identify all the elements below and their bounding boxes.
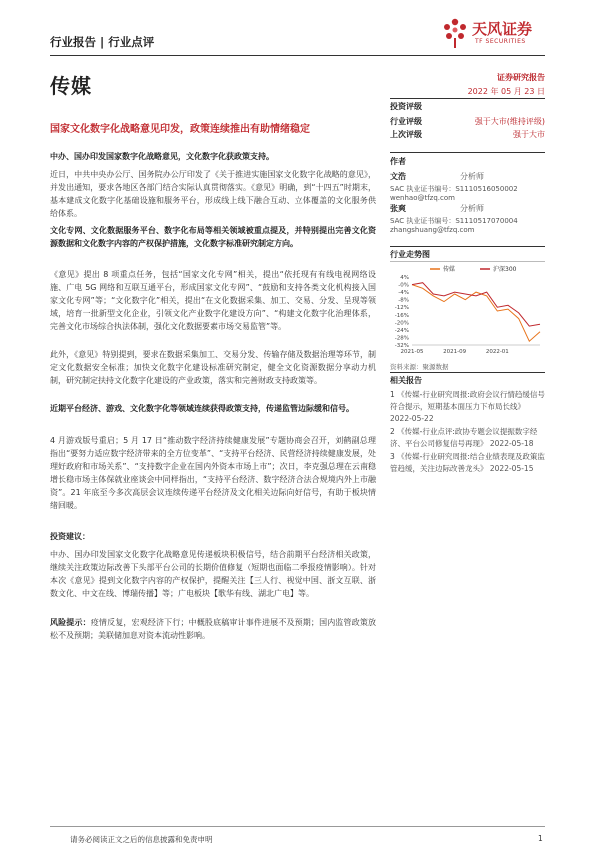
author-2: 张爽 分析师 SAC 执业证书编号：S1110517070004 zhangshuang@tfzq.com — [390, 203, 545, 234]
header-divider — [50, 55, 545, 56]
related-list — [390, 389, 545, 475]
author-1: 文浩 分析师 SAC 执业证书编号：S1110516050002 wenhao@tfzq.com — [390, 171, 545, 202]
y-tick-label: -0% — [398, 282, 409, 289]
page-number: 1 — [538, 834, 543, 843]
related-report-3[interactable]: 3 《传媒-行业研究周报:结合业绩表现及政策监管趋缓，关注边际改善龙头》 2022-05-15 — [390, 452, 545, 473]
trend-heading: 行业走势图 — [390, 250, 430, 259]
risk-heading: 风险提示： — [50, 618, 91, 627]
para-7-heading: 投资建议： — [50, 532, 90, 541]
y-tick-label: -12% — [394, 305, 409, 312]
company-logo — [440, 16, 550, 54]
prev-rating-row: 上次评级 强于大市 — [390, 130, 545, 139]
trend-subrule — [390, 261, 545, 262]
para-5-heading: 近期平台经济、游戏、文化数字化等领域连续获得政策支持，传递监管边际缓和信号。 — [50, 404, 354, 413]
para-2-heading: 文化专网、文化数据服务平台、数字化布局等相关领域被重点提及，并特别提出完善文化资源数据和文化数字内容的产权保护措施，文化数字标准研究制定方向。 — [50, 226, 376, 248]
author-heading: 作者 — [390, 157, 406, 166]
series-line-0 — [412, 285, 540, 342]
related-report-1[interactable]: 1 《传媒-行业研究周报:政府会议行情趋缓信号符合提示，短期基本面压力下布局长线》 2022-05-22 — [390, 390, 545, 423]
rating-heading: 投资评级 — [390, 102, 422, 111]
para-1: 近日，中共中央办公厅、国务院办公厅印发了《关于推进实施国家文化数字化战略的意见》，并发出通知，要求各地区各部门结合实际认真贯彻落实。《意见》明确，到“十四五”时期末，基本建成文化数字化基础设施和服务平台，形成线上线下融合互动、立体覆盖的文化服务供给体系。 — [50, 170, 376, 218]
x-tick-label: 2021-09 — [443, 349, 467, 355]
trend-rule — [390, 246, 545, 247]
x-tick-label: 2021-05 — [400, 349, 424, 355]
trend-chart — [390, 263, 545, 358]
chart-source: 资料来源：聚源数据 — [390, 363, 449, 371]
para-3: 《意见》提出 8 项重点任务，包括“国家文化专网”相关，提出“依托现有有线电视网络设施、广电 5G 网络和互联互通平台，形成国家文化专网”、“鼓励和支持各类文化机构接入国家文化专网”等；“文化数字化”相关，提出“在文化数据采集、加工、交易、分发、呈现等领域，培育一批新型文化企业，引领文化产业数字化建设方向”、“构建文化数字化治理体系，完善文化市场综合执法体制，强化文化数据要素市场交易监管”等。 — [50, 270, 376, 331]
logo-flower-icon — [440, 16, 470, 50]
para-6: 4 月游戏版号重启；5 月 17 日“推动数字经济持续健康发展”专题协商会召开，刘鹤副总理指出“要努力适应数字经济带来的全方位变革”、“支持平台经济、民营经济持续健康发展，处理好政府和市场关系”、“支持数字企业在国内外资本市场上市”；次日，李克强总理在云南稳增长稳市场主体保就业座谈会中同样指出，“支持平台经济、数字经济合法合规境内外上市融资”。21 年底至今多次高层会议连续传递平台经济及文化相关边际向好信号，有助于板块情绪回暖。 — [50, 436, 376, 510]
risk-text: 疫情反复，宏观经济下行；中概股底稿审计事件进展不及预期；国内监管政策放松不及预期；美联储加息对资本流动性影响。 — [50, 618, 377, 640]
legend-label-0: 传媒 — [443, 266, 456, 273]
series-line-1 — [412, 283, 540, 326]
y-tick-label: -20% — [394, 320, 409, 327]
para-8 — [50, 616, 376, 642]
para-1-heading: 中办、国办印发国家数字化战略意见，文化数字化获政策支持。 — [50, 152, 274, 161]
y-tick-label: -28% — [394, 335, 409, 342]
para-7: 中办、国办印发国家文化数字化战略意见传递板块积极信号，结合前期平台经济相关政策，继续关注政策边际改善下头部平台公司的长期价值修复（短期也面临二季报疫情影响）。针对本次《意见》提到文化数字内容的产权保护，提醒关注【三人行、视觉中国、浙文互联、浙数文化、中文在线、博瑞传播】等；广电板块【歌华有线、湖北广电】等。 — [50, 550, 376, 598]
para-4: 此外，《意见》特别提到，要求在数据采集加工、交易分发、传输存储及数据治理等环节，制定文化数据安全标准；加快文化数字化建设标准研究制定，健全文化资源数据分享动力机制，研究制定扶持文化数字化建设的产业政策，落实和完善财政支持政策等。 — [50, 350, 376, 385]
logo-text: 天风证券 — [472, 20, 533, 38]
x-tick-label: 2022-01 — [485, 349, 509, 355]
rating-rule — [390, 98, 545, 99]
y-tick-label: -32% — [394, 343, 409, 349]
author-rule — [390, 152, 545, 153]
report-category: 行业报告 | 行业点评 — [50, 35, 155, 49]
y-tick-label: -24% — [394, 327, 409, 334]
industry-title: 传媒 — [50, 74, 92, 98]
author-1-email[interactable]: wenhao@tfzq.com — [390, 194, 455, 202]
legend-label-1: 沪深300 — [493, 266, 517, 273]
footer-divider — [50, 826, 545, 827]
y-tick-label: -4% — [398, 290, 409, 297]
report-subtitle: 国家文化数字化战略意见印发，政策连续推出有助情绪稳定 — [50, 124, 310, 135]
y-tick-label: -8% — [398, 297, 409, 304]
report-type: 证券研究报告 — [497, 73, 545, 82]
related-report-2[interactable]: 2 《传媒-行业点评:政协专题会议提振数字经济、平台公司修复信号再现》 2022-05-18 — [390, 427, 538, 448]
industry-rating-row: 行业评级 强于大市(维持评级) — [390, 117, 545, 126]
logo-subtext: TF SECURITIES — [475, 38, 526, 45]
y-tick-label: 4% — [400, 275, 409, 281]
report-date: 2022 年 05 月 23 日 — [467, 87, 545, 96]
footer-disclaimer: 请务必阅读正文之后的信息披露和免责申明 — [70, 835, 213, 844]
related-rule — [390, 372, 545, 373]
y-tick-label: -16% — [394, 312, 409, 319]
related-heading: 相关报告 — [390, 376, 422, 385]
author-2-email[interactable]: zhangshuang@tfzq.com — [390, 226, 475, 234]
